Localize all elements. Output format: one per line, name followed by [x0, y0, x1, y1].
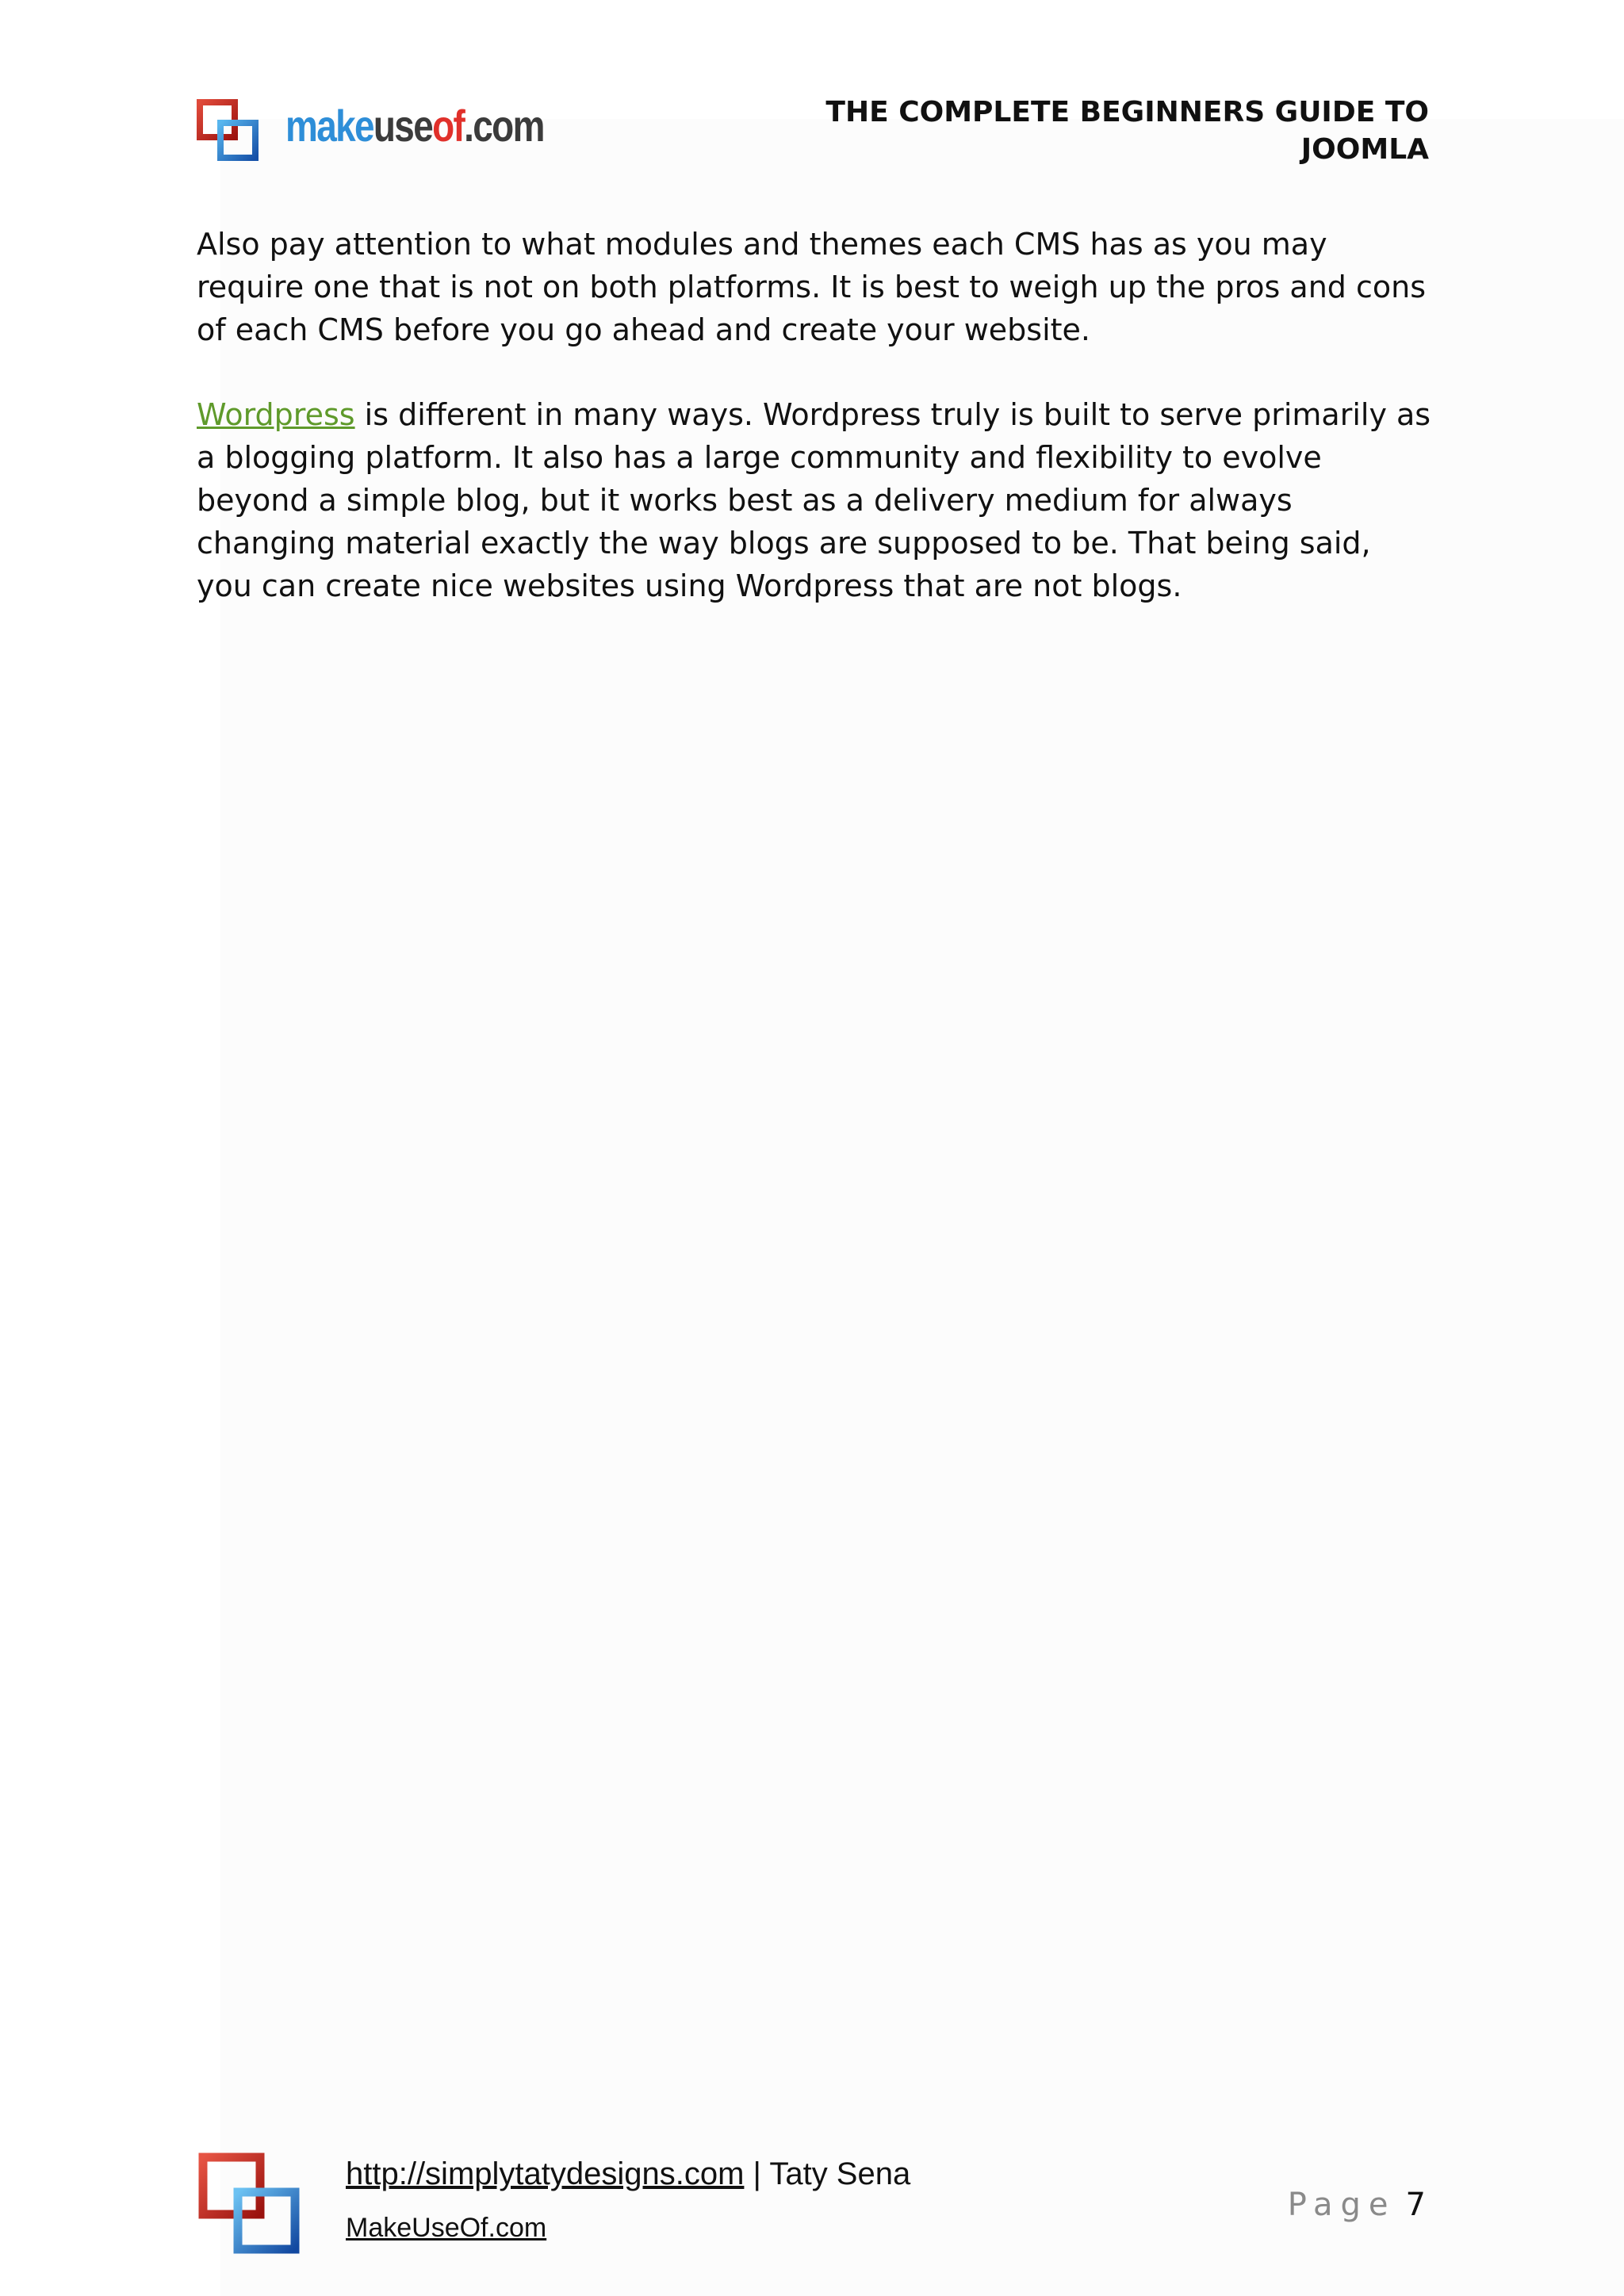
body-content	[197, 223, 1434, 649]
wordpress-link[interactable]: Wordpress	[197, 397, 355, 432]
page-number: 7	[1405, 2187, 1426, 2223]
footer-credit	[346, 2155, 910, 2193]
paragraph-cms-comparison: Also pay attention to what modules and themes each CMS has as you may require one that is not on both platforms. It is best to weigh up the pros and cons of each CMS before you go ahead and create your website.	[197, 227, 1427, 347]
footer-author: Taty Sena	[769, 2156, 911, 2191]
paragraph-wordpress	[197, 393, 1434, 607]
document-title	[715, 94, 1429, 168]
footer-url-link[interactable]: http://simplytatydesigns.com	[346, 2156, 745, 2191]
paragraph-wordpress-text: is different in many ways. Wordpress truly is built to serve primarily as a blogging platform. It also has a large community and flexibility to evolve beyond a simple blog, but it works best as a delivery medium for always changing material exactly the way blogs are supposed to be. That being said, you can create nice websites using Wordpress that are not blogs.	[197, 397, 1431, 603]
footer-site-link[interactable]: MakeUseOf.com	[346, 2213, 547, 2243]
page-number-label	[1288, 2186, 1426, 2224]
page-word: Page	[1287, 2187, 1396, 2223]
makeuseof-logo-icon	[197, 99, 260, 163]
footer-separator: |	[744, 2156, 770, 2191]
makeuseof-logo[interactable]	[197, 99, 585, 163]
logo-wordmark: makeuseof.com	[285, 101, 544, 151]
footer-logo-icon	[198, 2152, 301, 2256]
document-title-line-1: THE COMPLETE BEGINNERS GUIDE TO	[825, 96, 1429, 128]
document-title-line-2: JOOMLA	[1300, 133, 1429, 166]
